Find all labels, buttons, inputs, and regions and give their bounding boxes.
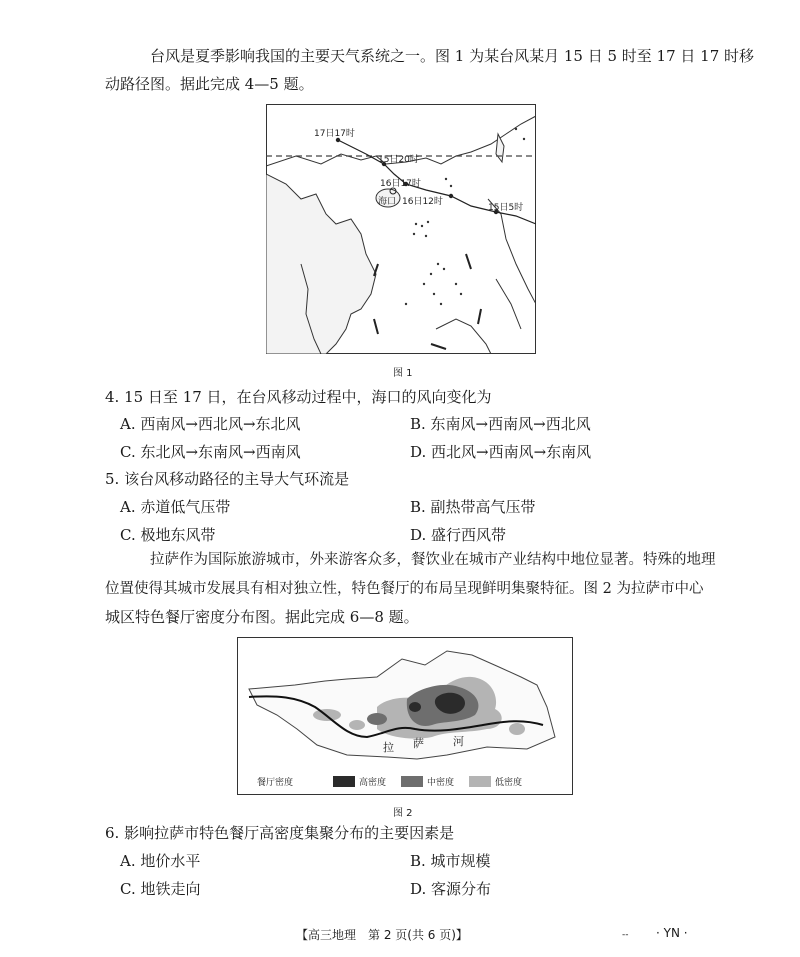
river-char-3: 河 bbox=[453, 735, 464, 748]
river-char-1: 拉 bbox=[383, 741, 394, 754]
q5-stem: 5. 该台风移动路径的主导大气环流是 bbox=[105, 470, 350, 488]
q6-stem: 6. 影响拉萨市特色餐厅高密度集聚分布的主要因素是 bbox=[105, 824, 455, 842]
q6-option-b: B. 城市规模 bbox=[410, 852, 491, 870]
label-17-17: 17日17时 bbox=[314, 129, 355, 139]
q5-option-d: D. 盛行西风带 bbox=[410, 526, 507, 544]
intro1-line1: 台风是夏季影响我国的主要天气系统之一。图 1 为某台风某月 15 日 5 时至 17 日 17 时移 bbox=[150, 47, 755, 65]
legend-mid-swatch bbox=[401, 776, 423, 787]
q4-option-b: B. 东南风→西南风→西北风 bbox=[410, 415, 591, 433]
river-char-2: 萨 bbox=[413, 737, 424, 750]
q4-option-d: D. 西北风→西南风→东南风 bbox=[410, 443, 592, 461]
intro2-line2: 位置使得其城市发展具有相对独立性，特色餐厅的布局呈现鲜明集聚特征。图 2 为拉萨市中心 bbox=[105, 581, 704, 597]
q4-option-c: C. 东北风→东南风→西南风 bbox=[120, 443, 301, 461]
label-15-5: 15日5时 bbox=[488, 203, 524, 213]
q5-option-b: B. 副热带高气压带 bbox=[410, 498, 536, 516]
label-haikou: 海口 bbox=[378, 197, 397, 207]
q4-option-a: A. 西南风→西北风→东北风 bbox=[120, 415, 301, 433]
figure2-restaurant-density-map bbox=[237, 637, 573, 795]
intro2-line1: 拉萨作为国际旅游城市，外来游客众多，餐饮业在城市产业结构中地位显著。特殊的地理 bbox=[150, 552, 716, 568]
intro2-line3: 城区特色餐厅密度分布图。据此完成 6—8 题。 bbox=[105, 608, 419, 626]
footer-code: · YN · bbox=[656, 926, 688, 940]
footer-dash: -- bbox=[622, 930, 629, 940]
q5-option-a: A. 赤道低气压带 bbox=[120, 498, 231, 516]
legend-title: 餐厅密度 bbox=[257, 778, 294, 788]
legend-high-swatch bbox=[333, 776, 355, 787]
page-footer: 【高三地理 第 2 页(共 6 页)】 bbox=[296, 928, 468, 942]
label-15-20: 15日20时 bbox=[378, 155, 419, 165]
q6-option-a: A. 地价水平 bbox=[120, 852, 201, 870]
intro1-line2: 动路径图。据此完成 4—5 题。 bbox=[105, 75, 314, 93]
q4-stem: 4. 15 日至 17 日，在台风移动过程中，海口的风向变化为 bbox=[105, 388, 492, 406]
legend-mid-label: 中密度 bbox=[427, 778, 455, 788]
figure2-caption: 图 2 bbox=[393, 808, 413, 819]
q5-option-c: C. 极地东风带 bbox=[120, 526, 216, 544]
figure1-typhoon-map bbox=[266, 104, 536, 354]
q6-option-c: C. 地铁走向 bbox=[120, 880, 201, 898]
label-16-12: 16日12时 bbox=[402, 197, 443, 207]
legend-high-label: 高密度 bbox=[359, 778, 387, 788]
legend-low-swatch bbox=[469, 776, 491, 787]
label-16-17: 16日17时 bbox=[380, 179, 421, 189]
q6-option-d: D. 客源分布 bbox=[410, 880, 492, 898]
figure1-caption: 图 1 bbox=[393, 368, 413, 379]
legend-low-label: 低密度 bbox=[495, 778, 523, 788]
